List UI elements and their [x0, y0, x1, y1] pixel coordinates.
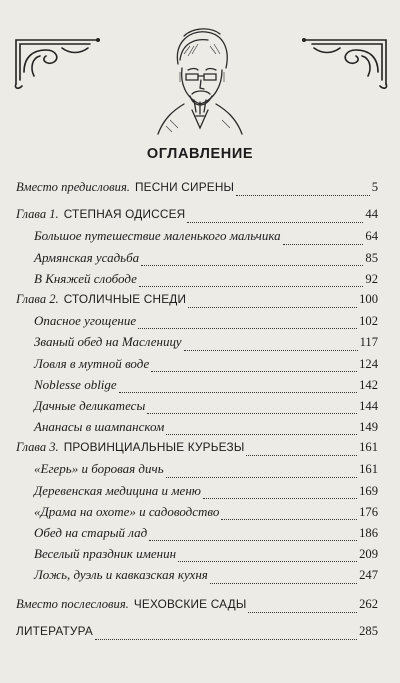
toc-entry-page: 85 [365, 250, 378, 265]
toc-entry-title: Деревенская медицина и меню [34, 482, 201, 498]
toc-entry [16, 597, 378, 618]
toc-entry-page: 186 [359, 526, 378, 540]
toc-entry [16, 398, 378, 419]
contents-heading: ОГЛАВЛЕНИЕ [146, 146, 254, 162]
corner-ornament-right-icon [300, 32, 392, 92]
dot-leader [203, 497, 357, 499]
toc-entry-title: Noblesse oblige [34, 376, 117, 392]
toc-entry [16, 546, 378, 567]
corner-ornament-left-icon [10, 32, 102, 92]
toc-entry-title: СТЕПНАЯ ОДИССЕЯ [63, 207, 186, 222]
toc-entry [16, 504, 378, 525]
toc-entry-title: ЛИТЕРАТУРА [16, 623, 93, 638]
toc-entry-title: В Княжей слободе [34, 270, 137, 286]
toc-entry-label: Глава 1. [16, 207, 59, 222]
toc-entry-page: 64 [365, 229, 378, 244]
dot-leader [139, 285, 364, 287]
toc-entry [16, 461, 378, 482]
author-portrait [150, 24, 250, 136]
toc-entry [16, 334, 378, 355]
toc-entry-page: 124 [359, 356, 378, 371]
toc-entry [16, 567, 378, 588]
toc-entry-page: 117 [359, 335, 378, 350]
toc-entry-page: 209 [359, 547, 378, 562]
toc-entry [16, 180, 378, 201]
dot-leader [248, 611, 357, 613]
toc-entry-page: 92 [365, 271, 378, 286]
toc-entry-label: Глава 3. [16, 440, 59, 455]
toc-entry [16, 377, 378, 398]
toc-entry-page: 285 [359, 623, 378, 638]
toc-entry-label: Вместо послесловия. [16, 596, 129, 611]
toc-entry [16, 207, 378, 228]
dot-leader [147, 412, 357, 414]
dot-leader [138, 327, 357, 329]
dot-leader [221, 518, 357, 520]
toc-entry [16, 250, 378, 271]
toc-entry-page: 161 [359, 440, 378, 455]
toc-entry-page: 144 [359, 398, 378, 413]
dot-leader [178, 560, 357, 562]
toc-entry-title: «Егерь» и боровая дичь [34, 461, 164, 477]
toc-entry-page: 149 [359, 420, 378, 435]
dot-leader [210, 582, 357, 584]
dot-leader [188, 306, 357, 308]
toc-entry-title: Обед на старый лад [34, 525, 148, 540]
toc-entry [16, 440, 378, 461]
toc-entry-title: Армянская усадьба [34, 249, 140, 265]
toc-entry-page: 262 [359, 596, 378, 611]
toc-entry-page: 161 [359, 462, 378, 477]
dot-leader [141, 264, 363, 266]
toc-entry-title: Опасное угощение [34, 313, 137, 329]
table-of-contents [16, 180, 378, 645]
toc-entry [16, 483, 378, 504]
dot-leader [283, 243, 364, 245]
toc-entry [16, 313, 378, 334]
toc-entry-title: Ловля в мутной воде [34, 355, 150, 371]
toc-entry [16, 525, 378, 546]
dot-leader [119, 391, 357, 393]
toc-entry-page: 169 [359, 483, 378, 498]
dot-leader [236, 194, 370, 196]
toc-entry-title: «Драма на охоте» и садоводство [34, 503, 220, 519]
toc-entry-page: 247 [359, 568, 378, 583]
dot-leader [149, 539, 357, 541]
toc-entry [16, 271, 378, 292]
toc-entry-title: Дачные деликатесы [34, 397, 146, 413]
toc-entry-title: Веселый праздник именин [34, 546, 177, 562]
toc-entry-title: ПЕСНИ СИРЕНЫ [134, 180, 235, 194]
dot-leader [95, 638, 357, 640]
dot-leader [166, 433, 357, 435]
toc-entry-page: 142 [359, 377, 378, 392]
toc-entry-title: Большое путешествие маленького мальчика [34, 228, 281, 244]
dot-leader [166, 476, 358, 478]
toc-entry-label: Глава 2. [16, 291, 59, 306]
toc-entry [16, 419, 378, 440]
toc-entry [16, 624, 378, 645]
toc-entry-title: ЧЕХОВСКИЕ САДЫ [133, 596, 247, 611]
dot-leader [151, 370, 357, 372]
dot-leader [184, 349, 358, 351]
toc-entry-label: Вместо предисловия. [16, 180, 130, 194]
toc-entry-title: Ложь, дуэль и кавказская кухня [34, 567, 208, 583]
toc-entry-page: 44 [365, 207, 378, 222]
toc-entry [16, 292, 378, 313]
toc-entry-page: 5 [371, 180, 378, 194]
dot-leader [187, 221, 363, 223]
toc-entry-title: ПРОВИНЦИАЛЬНЫЕ КУРЬЕЗЫ [63, 440, 245, 455]
toc-entry [16, 356, 378, 377]
toc-entry-title: СТОЛИЧНЫЕ СНЕДИ [63, 291, 187, 306]
toc-entry-title: Званый обед на Масленицу [34, 334, 182, 350]
toc-entry-title: Ананасы в шампанском [34, 419, 165, 435]
toc-entry-page: 176 [359, 504, 378, 519]
toc-entry-page: 102 [359, 314, 378, 329]
toc-entry-page: 100 [359, 291, 378, 306]
dot-leader [246, 454, 357, 456]
toc-entry [16, 228, 378, 249]
